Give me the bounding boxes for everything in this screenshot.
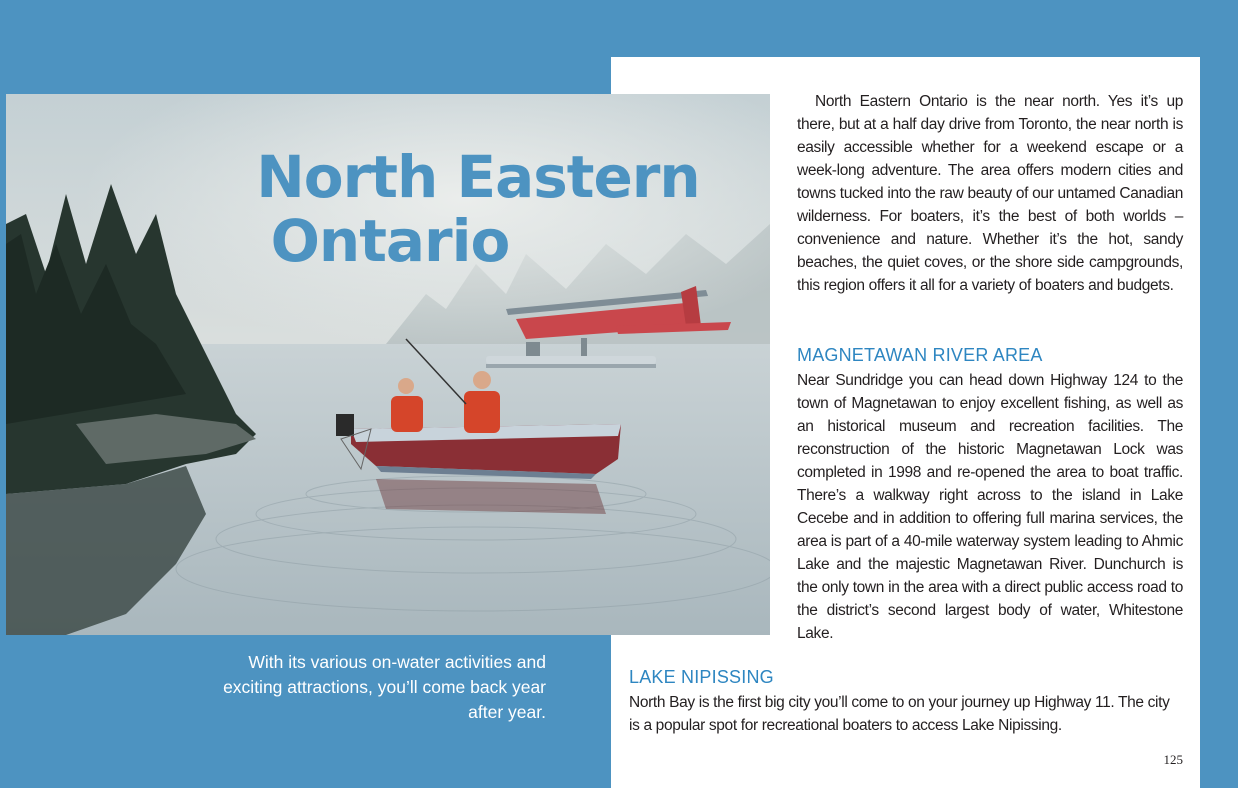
nipissing-heading: LAKE NIPISSING: [629, 667, 774, 687]
nipissing-paragraph: North Bay is the first big city you’ll come to on your journey up Highway 11. The city is a popular spot for recreational boaters to access Lake Nipissing.: [629, 694, 1170, 734]
page-number: 125: [1163, 752, 1183, 767]
title-line-1: North Eastern: [256, 143, 700, 211]
title-line-2: Ontario: [270, 207, 510, 275]
page-title: [6, 145, 770, 273]
magnetawan-heading: MAGNETAWAN RIVER AREA: [797, 345, 1043, 365]
photo-caption: With its various on-water activities and exciting attractions, you’ll come back year after year.: [223, 652, 546, 722]
intro-paragraph: North Eastern Ontario is the near north. Yes it’s up there, but at a half day drive from Toronto, the near north is easily accessible whether for a weekend escape or a week-long adventure. The area offers modern cities and towns tucked into the raw beauty of our untamed Canadian wilderness. For boaters, it’s the best of both worlds – convenience and nature. Whether it’s the hot, sandy beaches, the quiet coves, or the shore side campgrounds, this region offers it all for a variety of boaters and budgets.: [797, 93, 1183, 294]
magnetawan-paragraph: Near Sundridge you can head down Highway 124 to the town of Magnetawan to enjoy excellent fishing, as well as an historical museum and recreation facilities. The reconstruction of the historic Magnetawan Lock was completed in 1998 and re-opened the area to boat traffic. There’s a walkway right across to the island in Lake Cecebe and in addition to offering full marina services, the area is part of a 40-mile waterway system leading to Ahmic Lake and the majestic Magnetawan River. Dunchurch is the only town in the area with a direct public access road to the district’s second largest body of water, Whitestone Lake.: [797, 372, 1183, 642]
